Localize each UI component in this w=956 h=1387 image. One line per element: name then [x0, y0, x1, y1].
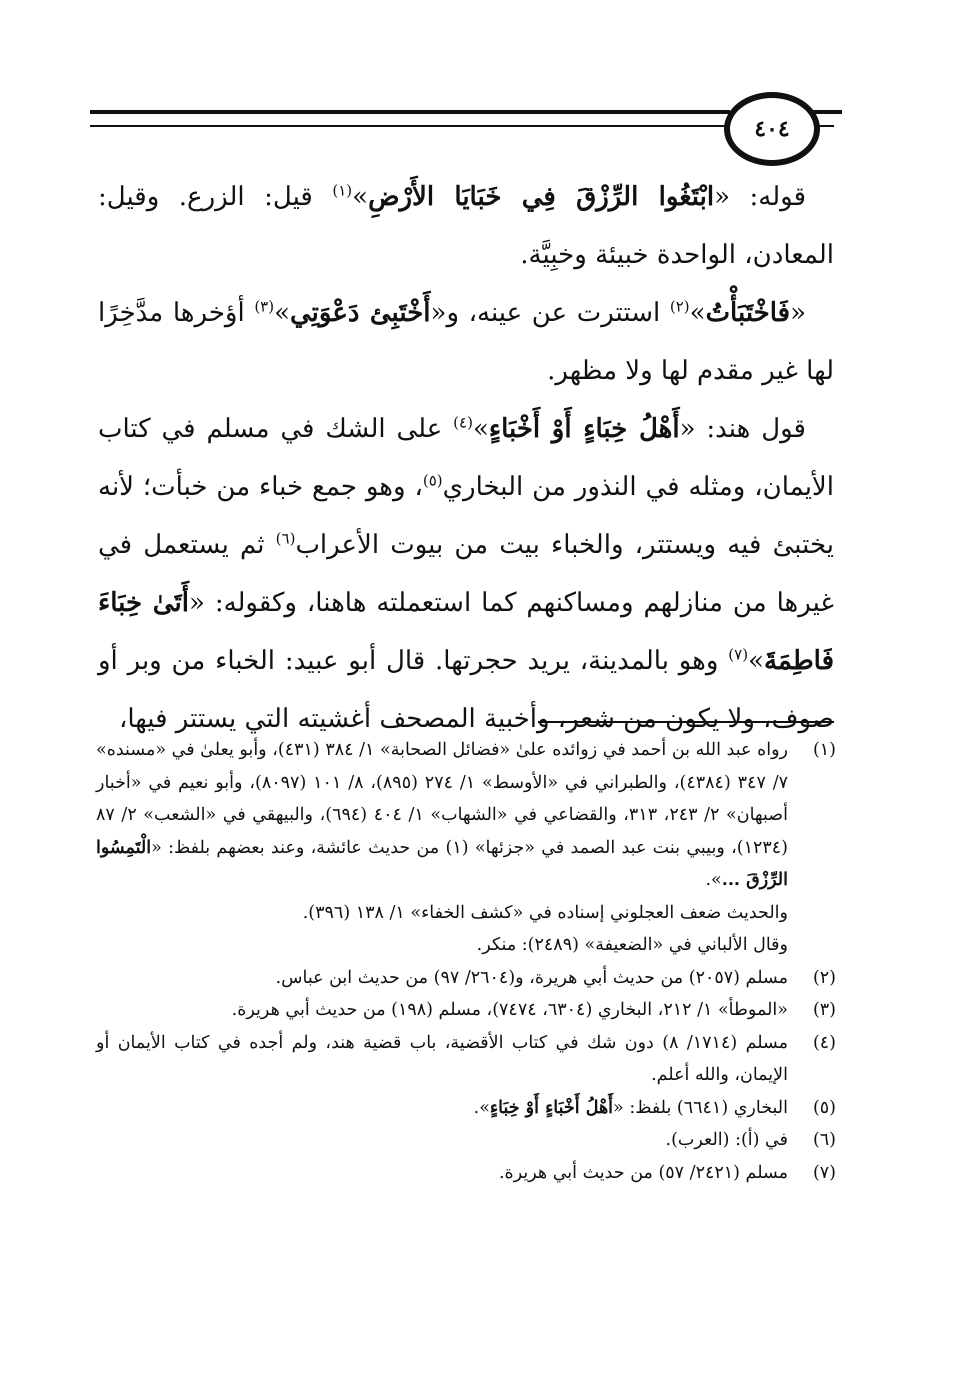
text-span: » — [689, 298, 706, 328]
text-span: قول هند: « — [679, 414, 806, 444]
header-rule-left-thin — [90, 125, 730, 127]
footnote-3 — [96, 994, 836, 1027]
footnote-2 — [96, 962, 836, 995]
text-span: البخاري (٦٦٤١) بلفظ: « — [613, 1097, 788, 1118]
paragraph-1 — [98, 168, 834, 284]
text-span: « — [790, 298, 807, 328]
paragraph-3 — [98, 400, 834, 748]
text-span: رواه عبد الله بن أحمد في زوائده علىٰ «فضائل الصحابة» ١/ ٣٨٤ (٤٣١)، وأبو يعلىٰ في «مسنده» ٧/ ٣٤٧ (٤٣٨٤)، والطبراني في «الأوسط» ١/ ٢٧٤ (٨٩٥)، ٨/ ١٠١ (٨٠٩٧)، وأبو نعيم في «أخبار أصبهان» ٢/ ٢٤٣، ٣١٣، والقضاعي في «الشهاب» ١/ ٤٠٤ (٦٩٤)، والبيهقي في «الشعب» ٢/ ٨٧ (١٢٣٤)، وبيبي بنت عبد الصمد في «جزئها» (١) من حديث عائشة، وعند بعضهم بلفظ: « — [96, 740, 789, 858]
footnote-7 — [96, 1157, 836, 1190]
footnote-ref: (٦) — [275, 529, 296, 548]
text-span: ». — [705, 870, 722, 890]
text-span: قيل: الزرع. وقيل: المعادن، الواحدة خبيئة وخبِيَّة. — [98, 182, 834, 270]
text-span: ». — [473, 1097, 490, 1118]
footnote-text: مسلم (٢٤٢١/ ٥٧) من حديث أبي هريرة. — [498, 1162, 788, 1183]
footnote-ref: (٤) — [453, 413, 473, 432]
footnote-6 — [96, 1124, 836, 1157]
footnote-text — [96, 734, 788, 897]
footnote-number: (٢) — [812, 967, 836, 988]
footnote-text: مسلم (١٧١٤/ ٨) دون شك في كتاب الأقضية، باب قضية هند، ولم أجده في كتاب الأيمان أو الإيمان، والله أعلم. — [96, 1032, 788, 1085]
paragraph-2 — [98, 284, 834, 400]
text-span: » — [352, 182, 369, 212]
footnote-number: (٤) — [812, 1032, 836, 1053]
text-span: استترت عن عينه، و« — [430, 298, 670, 328]
header-rule-left — [90, 110, 730, 114]
footnote-text — [96, 1092, 788, 1125]
text-span: » — [274, 298, 291, 328]
footnotes — [96, 734, 836, 1189]
text-span: » — [472, 414, 489, 444]
footnote-5 — [96, 1092, 836, 1125]
footnote-number: (٧) — [812, 1162, 836, 1183]
text-span: أؤخرها مدَّخِرًا لها غير مقدم لها ولا مظهر. — [98, 298, 834, 386]
footnote-text: مسلم (٢٠٥٧) من حديث أبي هريرة، و(٢٦٠٤/ ٩٧) من حديث ابن عباس. — [275, 967, 788, 988]
text-span: على الشك في مسلم في كتاب الأيمان، ومثله في النذور من البخاري — [98, 414, 834, 502]
page-number-badge — [724, 92, 820, 166]
footnote-number: (١) — [812, 740, 836, 760]
footnote-text: «الموطأ» ١/ ٢١٢، البخاري (٦٣٠٤، ٧٤٧٤)، مسلم (١٩٨) من حديث أبي هريرة. — [231, 1000, 788, 1020]
footnote-ref: (٢) — [669, 297, 690, 316]
footnote-ref: (٧) — [728, 645, 749, 664]
footnote-number: (٣) — [812, 1000, 836, 1020]
page-number: ٤٠٤ — [754, 116, 790, 142]
hadith-quote: أَتَىٰ خِبَاءَ فَاطِمَةَ — [98, 588, 834, 676]
text-span: ثم يستعمل في غيرها من منازلهم ومساكنهم كما استعملته هاهنا، وكقوله: « — [98, 530, 835, 618]
text-span: قوله: « — [714, 182, 807, 212]
footnote-ref: (٥) — [422, 471, 443, 490]
hadith-quote: أَخْتَبِئ دَعْوَتِي — [290, 298, 431, 328]
header-rule-right — [812, 110, 842, 114]
hadith-quote: ابْتَغُوا الرِّزْقَ فِي خَبَايَا الأَرْضِ — [368, 182, 715, 212]
footnote-number: (٦) — [812, 1130, 836, 1150]
footnote-1 — [96, 734, 836, 897]
hadith-quote: فَاخْتَبَأْتُ — [705, 298, 791, 328]
hadith-quote: أَهْلُ أَخْبَاءٍ أَوْ خِبَاءٍ — [489, 1097, 614, 1118]
footnote-ref: (١) — [332, 181, 353, 200]
text-span: » — [748, 646, 764, 676]
footnote-separator — [538, 721, 834, 723]
footnote-1-line-3: وقال الألباني في «الضعيفة» (٢٤٨٩): منكر. — [476, 935, 788, 955]
footnote-text: في (أ): (العرب). — [665, 1130, 788, 1150]
text-span: وهو بالمدينة، يريد حجرتها. قال أبو عبيد: الخباء من وبر أو صوف، ولا يكون من شعر، وأخبية المصحف أغشيته التي يستتر فيها، — [98, 646, 834, 734]
main-text — [98, 168, 834, 748]
footnote-1-line-2: والحديث ضعف العجلوني إسناده في «كشف الخفاء» ١/ ١٣٨ (٣٩٦). — [302, 902, 788, 923]
hadith-quote: أَهْلُ خِبَاءٍ أَوْ أَخْبَاءٍ — [488, 414, 680, 444]
footnote-number: (٥) — [812, 1097, 836, 1118]
footnote-4 — [96, 1027, 836, 1092]
hadith-quote: الْتَمِسُوا الرِّزْقَ ... — [96, 837, 788, 890]
text-span: ، وهو جمع خباء من خبأت؛ لأنه يختبئ فيه ويستتر، والخباء بيت من بيوت الأعراب — [98, 472, 834, 560]
footnote-ref: (٣) — [254, 297, 275, 316]
